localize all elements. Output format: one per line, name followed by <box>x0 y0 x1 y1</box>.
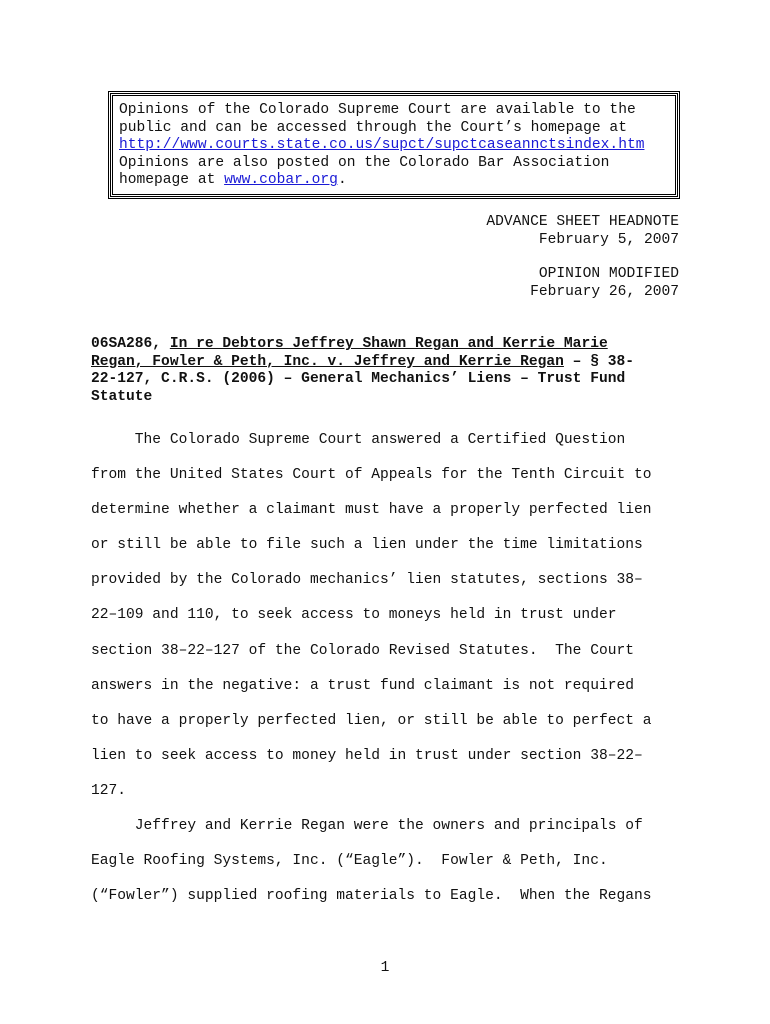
body-line: Eagle Roofing Systems, Inc. (“Eagle”). Fowler & Peth, Inc. <box>91 853 608 870</box>
opinion-body <box>91 423 691 914</box>
availability-notice-box <box>110 93 678 197</box>
notice-line-5-suffix: . <box>337 172 347 189</box>
notice-line-2: public and can be accessed through the Court’s homepage at <box>119 119 627 136</box>
case-caption <box>91 336 681 406</box>
body-line: or still be able to file such a lien under the time limitations <box>91 537 643 554</box>
case-title-part-1: In re Debtors Jeffrey Shawn Regan and Kerrie Marie <box>169 336 608 352</box>
courts-homepage-link[interactable]: http://www.courts.state.co.us/supct/supctcaseannctsindex.htm <box>119 137 645 154</box>
body-line: Jeffrey and Kerrie Regan were the owners and principals of <box>91 818 643 835</box>
case-title-part-2: Regan, Fowler & Peth, Inc. v. Jeffrey and Kerrie Regan <box>91 353 564 370</box>
body-line: section 38–22–127 of the Colorado Revised Statutes. The Court <box>91 642 634 659</box>
notice-line-4: Opinions are also posted on the Colorado Bar Association <box>119 154 610 171</box>
notice-line-5 <box>119 172 675 190</box>
case-number: 06SA286, <box>91 336 170 352</box>
body-line: provided by the Colorado mechanics’ lien statutes, sections 38– <box>91 572 643 589</box>
headnote-label: ADVANCE SHEET HEADNOTE <box>486 214 679 230</box>
modified-block <box>530 265 679 301</box>
page-number: 1 <box>380 960 390 976</box>
caption-line-3: 22-127, C.R.S. (2006) – General Mechanics’ Liens – Trust Fund <box>91 371 626 388</box>
body-line: The Colorado Supreme Court answered a Certified Question <box>91 432 626 448</box>
headnote-date: February 5, 2007 <box>538 232 679 248</box>
body-line: 22–109 and 110, to seek access to moneys held in trust under <box>91 607 617 624</box>
modified-label: OPINION MODIFIED <box>538 266 679 282</box>
body-line: to have a properly perfected lien, or still be able to perfect a <box>91 712 652 729</box>
notice-line-1: Opinions of the Colorado Supreme Court are available to the <box>119 102 636 118</box>
caption-line-4: Statute <box>91 388 153 405</box>
body-line: determine whether a claimant must have a properly perfected lien <box>91 502 652 519</box>
statute-ref-start: – § 38- <box>563 353 634 370</box>
body-line: lien to seek access to money held in trust under section 38–22– <box>91 747 643 764</box>
body-line: 127. <box>91 782 127 799</box>
body-line: from the United States Court of Appeals for the Tenth Circuit to <box>91 467 652 484</box>
body-line: (“Fowler”) supplied roofing materials to Eagle. When the Regans <box>91 888 652 905</box>
modified-date: February 26, 2007 <box>530 284 679 300</box>
caption-line-1 <box>91 336 681 354</box>
body-line: answers in the negative: a trust fund claimant is not required <box>91 677 634 694</box>
headnote-block <box>486 213 679 249</box>
cobar-link[interactable]: www.cobar.org <box>224 172 338 189</box>
caption-line-2 <box>91 354 681 372</box>
notice-line-5-prefix: homepage at <box>119 172 225 189</box>
